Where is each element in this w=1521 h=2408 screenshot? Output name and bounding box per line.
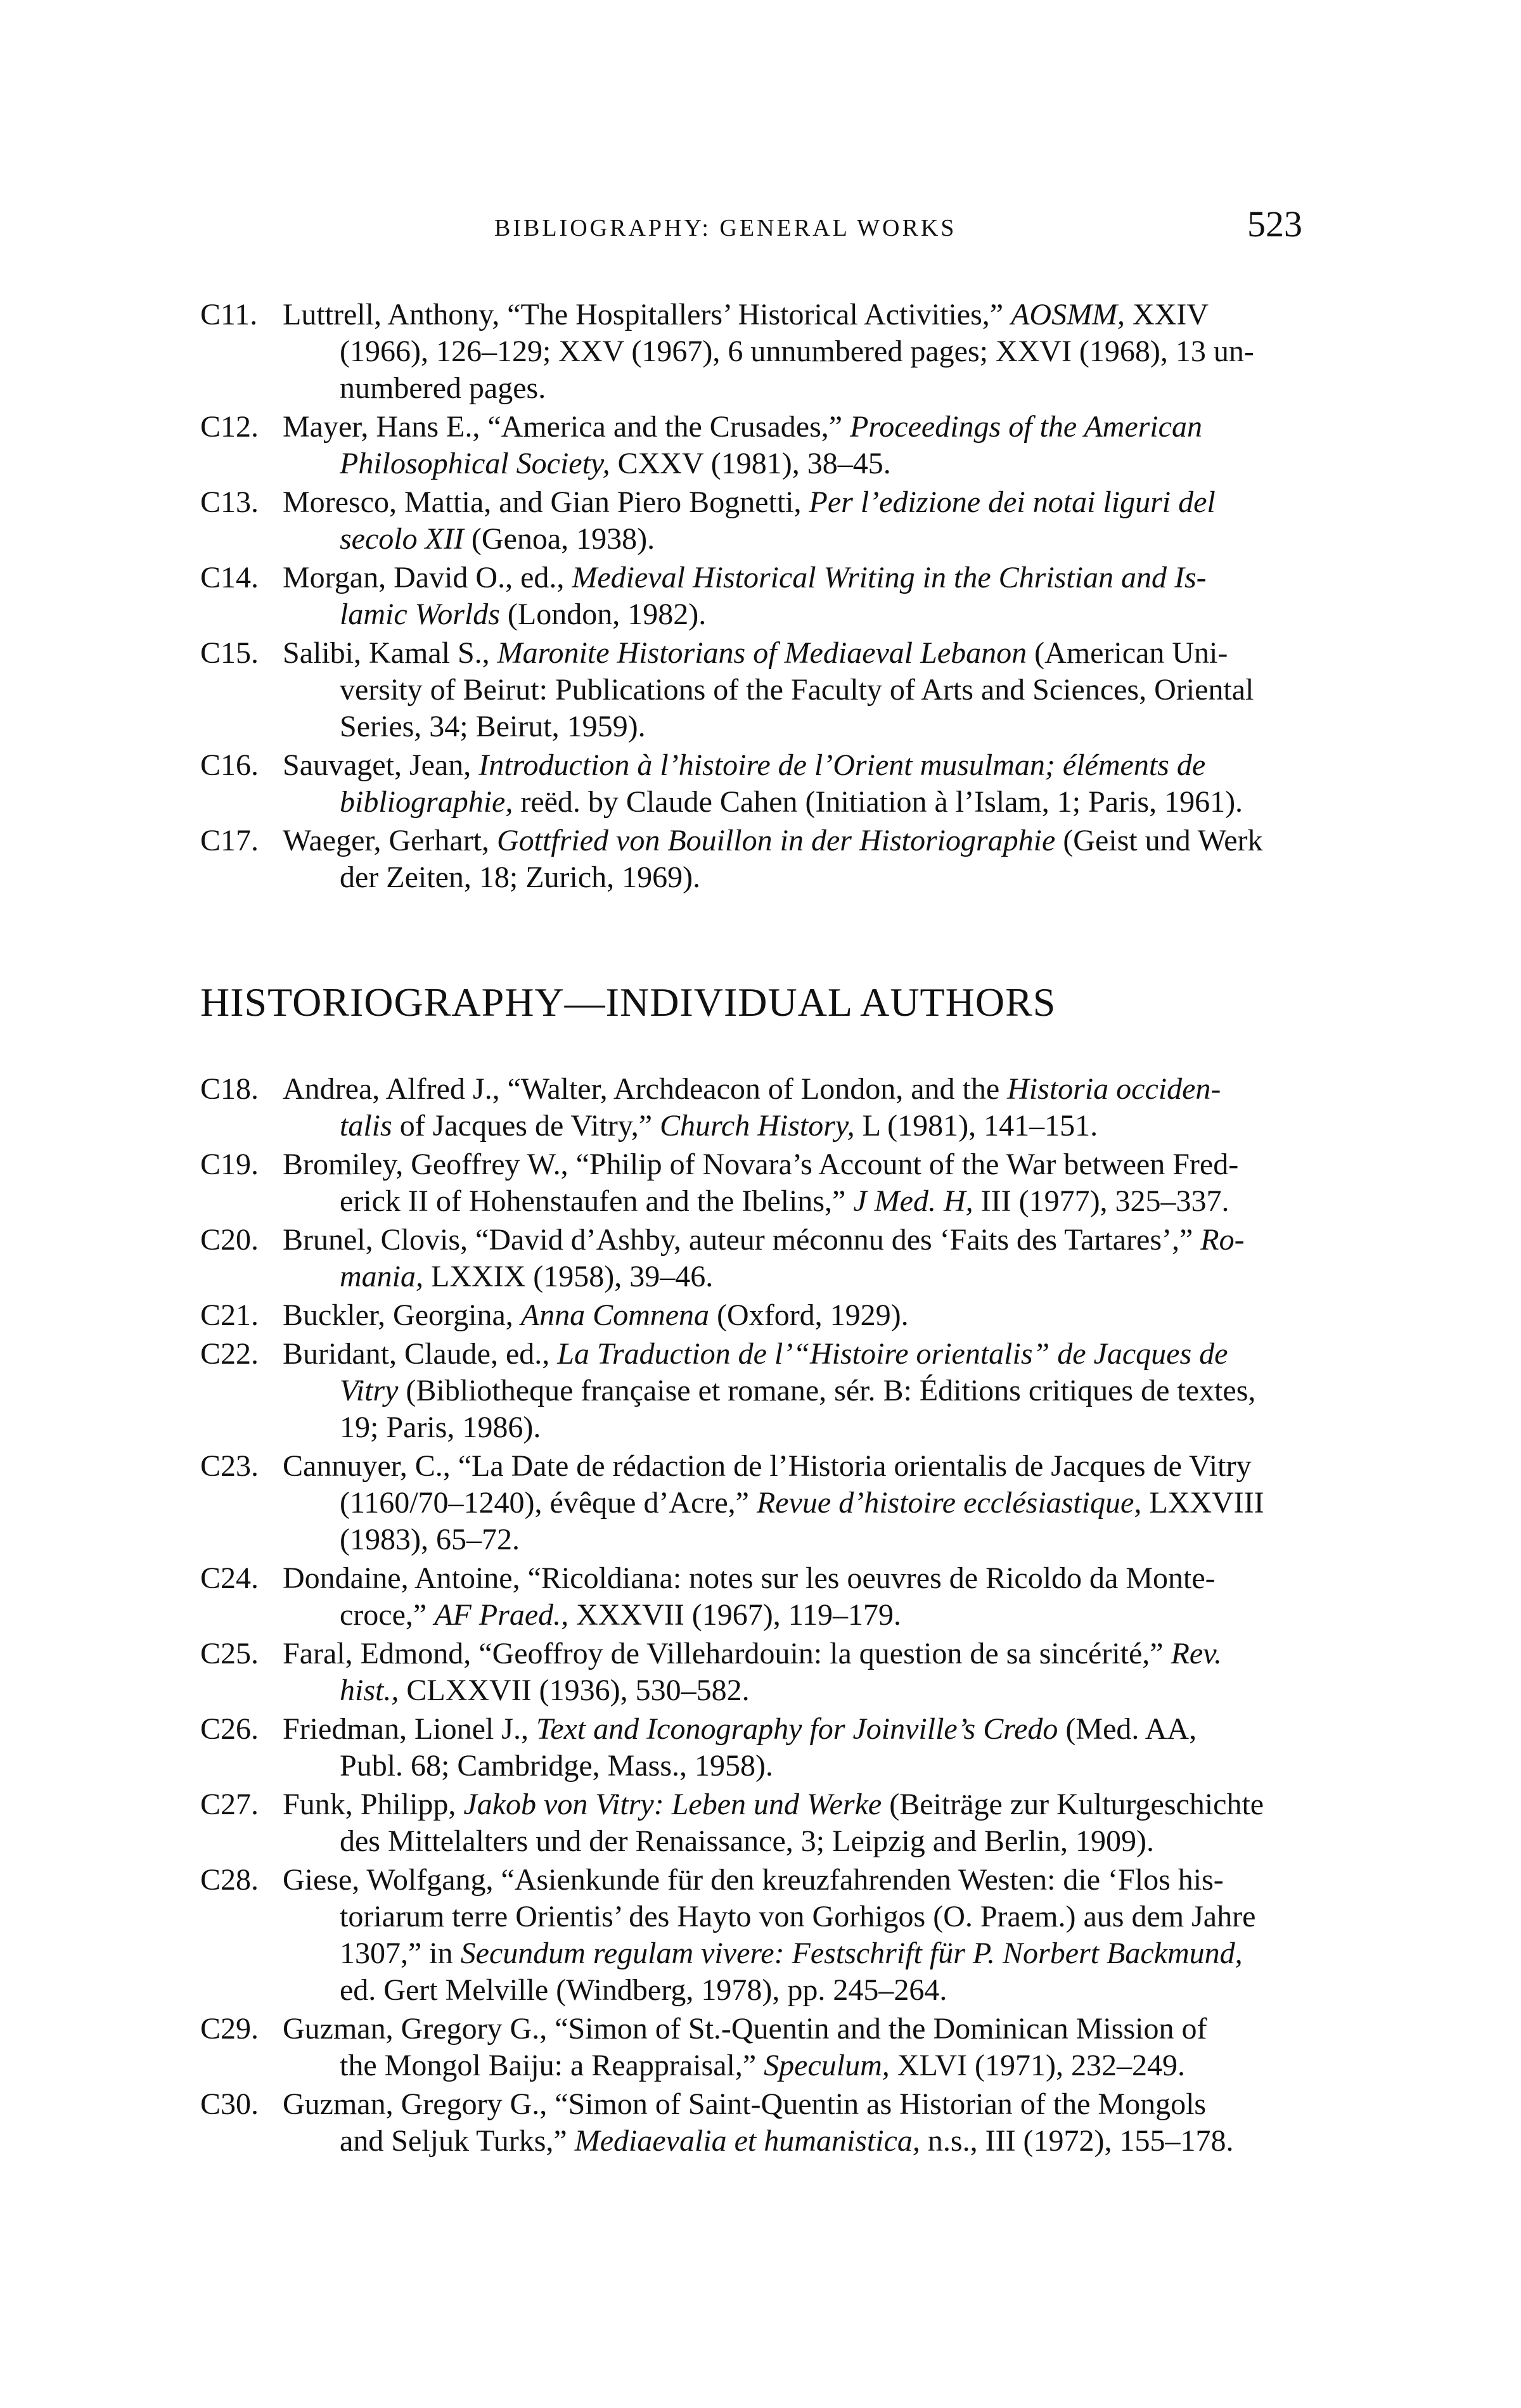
entry-number: C12. [200, 410, 259, 444]
citation-text: Morgan, David O., ed., [283, 561, 572, 594]
citation-line [283, 1786, 1322, 1823]
citation-line [283, 297, 1322, 333]
citation-title: AF Praed., [434, 1598, 569, 1632]
citation-title: Vitry [340, 1374, 399, 1407]
citation-text: XXXVII (1967), 119–179. [568, 1598, 901, 1632]
citation-text: (1983), 65–72. [340, 1523, 520, 1556]
citation-line [283, 484, 1322, 521]
citation-line [283, 370, 1322, 407]
citation-line [283, 2086, 1322, 2123]
citation-line [283, 596, 1322, 633]
citation-text: XXIV [1125, 298, 1209, 331]
citation-line [283, 823, 1322, 859]
citation-text: CXXV (1981), 38–45. [610, 447, 891, 480]
citation-line [283, 708, 1322, 745]
citation-text: Faral, Edmond, “Geoffroy de Villehardouin: la question de sa sincérité,” [283, 1637, 1171, 1670]
entry-citation [283, 1862, 1322, 2009]
citation-title: Revue d’histoire ecclésiastique, [756, 1486, 1142, 1520]
entry-number: C20. [200, 1223, 259, 1257]
citation-text: Salibi, Kamal S., [283, 636, 497, 670]
bibliography-entry [200, 2011, 1322, 2084]
citation-line [283, 333, 1322, 370]
bibliography-entry [200, 2086, 1322, 2160]
bibliography-entry [200, 1448, 1322, 1558]
citation-text: (Genoa, 1938). [463, 522, 655, 556]
citation-line [283, 1071, 1322, 1108]
citation-title: bibliographie, [340, 785, 513, 819]
entry-number: C17. [200, 824, 259, 857]
citation-text: Guzman, Gregory G., “Simon of Saint-Quentin as Historian of the Mongols [283, 2087, 1207, 2121]
bibliography-entry [200, 1636, 1322, 1709]
citation-line [283, 445, 1322, 482]
citation-text: (Bibliotheque française et romane, sér. B: Éditions critiques de textes, [398, 1374, 1256, 1407]
entry-number: C13. [200, 485, 259, 519]
bibliography-entry [200, 297, 1322, 407]
citation-line [283, 1672, 1322, 1709]
citation-text: Sauvaget, Jean, [283, 748, 479, 782]
citation-line [283, 747, 1322, 784]
citation-title: Rev. [1171, 1637, 1222, 1670]
entry-citation [283, 1336, 1322, 1446]
citation-line [283, 2011, 1322, 2047]
bibliography-entry [200, 560, 1322, 633]
citation-text: XLVI (1971), 232–249. [889, 2049, 1185, 2082]
entry-citation [283, 1297, 1322, 1334]
citation-text: III (1977), 325–337. [973, 1184, 1229, 1218]
citation-line [283, 1222, 1322, 1258]
citation-line [283, 409, 1322, 445]
entry-number: C23. [200, 1449, 259, 1483]
citation-title: Maronite Historians of Mediaeval Lebanon [497, 636, 1027, 670]
citation-text: erick II of Hohenstaufen and the Ibelins,” [340, 1184, 854, 1218]
citation-text: Buckler, Georgina, [283, 1298, 521, 1332]
citation-line [283, 1823, 1322, 1860]
bibliography-entry [200, 1297, 1322, 1334]
citation-text: and Seljuk Turks,” [340, 2124, 575, 2158]
citation-text: (Geist und Werk [1055, 824, 1263, 857]
entry-number: C16. [200, 748, 259, 782]
citation-text: Luttrell, Anthony, “The Hospitallers’ Historical Activities,” [283, 298, 1011, 331]
entry-number: C25. [200, 1637, 259, 1670]
citation-line [283, 521, 1322, 558]
citation-text: (Med. AA, [1058, 1712, 1197, 1746]
citation-text: LXXIX (1958), 39–46. [423, 1260, 714, 1293]
citation-text: (Beiträge zur Kulturgeschichte [882, 1788, 1264, 1821]
citation-title: hist., [340, 1674, 399, 1707]
running-head: BIBLIOGRAPHY: GENERAL WORKS [494, 215, 957, 241]
citation-title: Introduction à l’histoire de l’Orient musulman; éléments de [478, 748, 1206, 782]
entry-citation [283, 484, 1322, 558]
citation-text: des Mittelalters und der Renaissance, 3; Leipzig and Berlin, 1909). [340, 1824, 1154, 1858]
citation-line [283, 1899, 1322, 1935]
citation-text: (1160/70–1240), évêque d’Acre,” [340, 1486, 757, 1520]
citation-line [283, 1711, 1322, 1748]
citation-line [283, 1597, 1322, 1634]
citation-text: Giese, Wolfgang, “Asienkunde für den kreuzfahrenden Westen: die ‘Flos his- [283, 1863, 1224, 1897]
citation-text: Andrea, Alfred J., “Walter, Archdeacon of London, and the [283, 1072, 1008, 1106]
bibliography-entry [200, 747, 1322, 821]
entry-number: C22. [200, 1337, 259, 1371]
citation-title: Per l’edizione dei notai liguri del [809, 485, 1216, 519]
bibliography-entry [200, 823, 1322, 896]
citation-text: croce,” [340, 1598, 435, 1632]
entry-number: C15. [200, 636, 259, 670]
citation-text: of Jacques de Vitry,” [392, 1109, 660, 1143]
citation-line [283, 1485, 1322, 1521]
bibliography-entry [200, 635, 1322, 745]
citation-text: n.s., III (1972), 155–178. [920, 2124, 1234, 2158]
citation-line [283, 2123, 1322, 2160]
entry-citation [283, 1636, 1322, 1709]
entry-citation [283, 823, 1322, 896]
page-number: 523 [1247, 203, 1302, 245]
citation-title: Philosophical Society, [340, 447, 610, 480]
citation-title: AOSMM, [1011, 298, 1126, 331]
citation-text: the Mongol Baiju: a Reappraisal,” [340, 2049, 764, 2082]
citation-line [283, 1521, 1322, 1558]
bibliography-entry [200, 1071, 1322, 1144]
citation-text: 19; Paris, 1986). [340, 1411, 541, 1444]
citation-line [283, 1560, 1322, 1597]
citation-text: Dondaine, Antoine, “Ricoldiana: notes sur les oeuvres de Ricoldo da Monte- [283, 1561, 1216, 1595]
citation-title: lamic Worlds [340, 598, 500, 631]
citation-line [283, 1409, 1322, 1446]
citation-text: der Zeiten, 18; Zurich, 1969). [340, 861, 701, 894]
citation-text: (American Uni- [1027, 636, 1228, 670]
citation-text: 1307,” in [340, 1937, 461, 1970]
citation-text: Friedman, Lionel J., [283, 1712, 536, 1746]
bibliography-entry [200, 1862, 1322, 2009]
citation-line [283, 1972, 1322, 2009]
citation-line [283, 560, 1322, 596]
citation-text: versity of Beirut: Publications of the Faculty of Arts and Sciences, Oriental [340, 673, 1254, 707]
citation-title: Gottfried von Bouillon in der Historiographie [497, 824, 1056, 857]
bibliography-entry [200, 1786, 1322, 1860]
citation-line [283, 1108, 1322, 1144]
entry-number: C27. [200, 1788, 259, 1821]
citation-line [283, 672, 1322, 708]
citation-text: Waeger, Gerhart, [283, 824, 497, 857]
bibliography-list-general [200, 297, 1322, 898]
citation-title: Ro- [1200, 1223, 1245, 1257]
entry-citation [283, 747, 1322, 821]
citation-line [283, 1297, 1322, 1334]
bibliography-entry [200, 1711, 1322, 1784]
citation-line [283, 1748, 1322, 1784]
citation-text: ed. Gert Melville (Windberg, 1978), pp. 245–264. [340, 1973, 947, 2007]
bibliography-entry [200, 484, 1322, 558]
entry-citation [283, 1786, 1322, 1860]
citation-title: Historia occiden- [1007, 1072, 1221, 1106]
citation-title: Text and Iconography for Joinville’s Credo [536, 1712, 1058, 1746]
entry-number: C18. [200, 1072, 259, 1106]
citation-line [283, 1935, 1322, 1972]
entry-citation [283, 297, 1322, 407]
citation-text: LXXVIII [1141, 1486, 1264, 1520]
entry-citation [283, 2086, 1322, 2160]
citation-text: (1966), 126–129; XXV (1967), 6 unnumbered pages; XXVI (1968), 13 un- [340, 335, 1254, 368]
citation-title: Medieval Historical Writing in the Christian and Is- [572, 561, 1207, 594]
citation-text: Series, 34; Beirut, 1959). [340, 710, 646, 743]
citation-text: reëd. by Claude Cahen (Initiation à l’Islam, 1; Paris, 1961). [513, 785, 1243, 819]
entry-citation [283, 409, 1322, 482]
citation-text: numbered pages. [340, 371, 546, 405]
citation-text: L (1981), 141–151. [854, 1109, 1098, 1143]
citation-line [283, 1862, 1322, 1899]
bibliography-list-individual [200, 1071, 1322, 2161]
citation-title: talis [340, 1109, 392, 1143]
citation-line [283, 2047, 1322, 2084]
entry-number: C29. [200, 2012, 259, 2046]
citation-line [283, 784, 1322, 821]
citation-title: Mediaevalia et humanistica, [574, 2124, 920, 2158]
entry-citation [283, 2011, 1322, 2084]
citation-title: secolo XII [340, 522, 464, 556]
citation-text: Guzman, Gregory G., “Simon of St.-Quentin and the Dominican Mission of [283, 2012, 1207, 2046]
citation-title: J Med. H, [853, 1184, 973, 1218]
citation-title: Speculum, [764, 2049, 890, 2082]
bibliography-entry [200, 1146, 1322, 1220]
citation-text: Bromiley, Geoffrey W., “Philip of Novara’s Account of the War between Fred- [283, 1148, 1239, 1181]
citation-line [283, 1336, 1322, 1373]
citation-text: Moresco, Mattia, and Gian Piero Bognetti, [283, 485, 809, 519]
citation-line [283, 1636, 1322, 1672]
citation-title: mania, [340, 1260, 423, 1293]
bibliography-entry [200, 1560, 1322, 1634]
bibliography-entry [200, 1336, 1322, 1446]
citation-line [283, 1146, 1322, 1183]
entry-number: C24. [200, 1561, 259, 1595]
entry-citation [283, 1222, 1322, 1295]
citation-line [283, 1258, 1322, 1295]
citation-title: Secundum regulam vivere: Festschrift für P. Norbert Backmund, [460, 1937, 1243, 1970]
citation-text: (Oxford, 1929). [709, 1298, 909, 1332]
bibliography-entry [200, 1222, 1322, 1295]
entry-number: C21. [200, 1298, 259, 1332]
citation-text: (London, 1982). [499, 598, 707, 631]
citation-text: Brunel, Clovis, “David d’Ashby, auteur méconnu des ‘Faits des Tartares’,” [283, 1223, 1201, 1257]
citation-title: La Traduction de l’“Histoire orientalis” de Jacques de [557, 1337, 1228, 1371]
bibliography-entry [200, 409, 1322, 482]
citation-text: toriarum terre Orientis’ des Hayto von Gorhigos (O. Praem.) aus dem Jahre [340, 1900, 1256, 1933]
entry-number: C28. [200, 1863, 259, 1897]
citation-text: Cannuyer, C., “La Date de rédaction de l’Historia orientalis de Jacques de Vitry [283, 1449, 1252, 1483]
citation-title: Jakob von Vitry: Leben und Werke [463, 1788, 882, 1821]
entry-citation [283, 1071, 1322, 1144]
citation-title: Proceedings of the American [850, 410, 1202, 444]
citation-line [283, 859, 1322, 896]
citation-text: Funk, Philipp, [283, 1788, 464, 1821]
entry-number: C19. [200, 1148, 259, 1181]
citation-line [283, 1183, 1322, 1220]
entry-number: C30. [200, 2087, 259, 2121]
entry-number: C26. [200, 1712, 259, 1746]
entry-citation [283, 1711, 1322, 1784]
citation-text: Buridant, Claude, ed., [283, 1337, 558, 1371]
entry-citation [283, 1560, 1322, 1634]
citation-text: Mayer, Hans E., “America and the Crusades,” [283, 410, 850, 444]
citation-line [283, 1448, 1322, 1485]
entry-citation [283, 560, 1322, 633]
citation-line [283, 635, 1322, 672]
citation-text: Publ. 68; Cambridge, Mass., 1958). [340, 1749, 773, 1783]
entry-citation [283, 635, 1322, 745]
citation-title: Church History, [660, 1109, 855, 1143]
entry-number: C11. [200, 298, 258, 331]
citation-text: CLXXVII (1936), 530–582. [399, 1674, 750, 1707]
entry-citation [283, 1146, 1322, 1220]
entry-number: C14. [200, 561, 259, 594]
section-heading: HISTORIOGRAPHY—INDIVIDUAL AUTHORS [200, 980, 1056, 1025]
entry-citation [283, 1448, 1322, 1558]
citation-line [283, 1373, 1322, 1409]
citation-title: Anna Comnena [520, 1298, 710, 1332]
